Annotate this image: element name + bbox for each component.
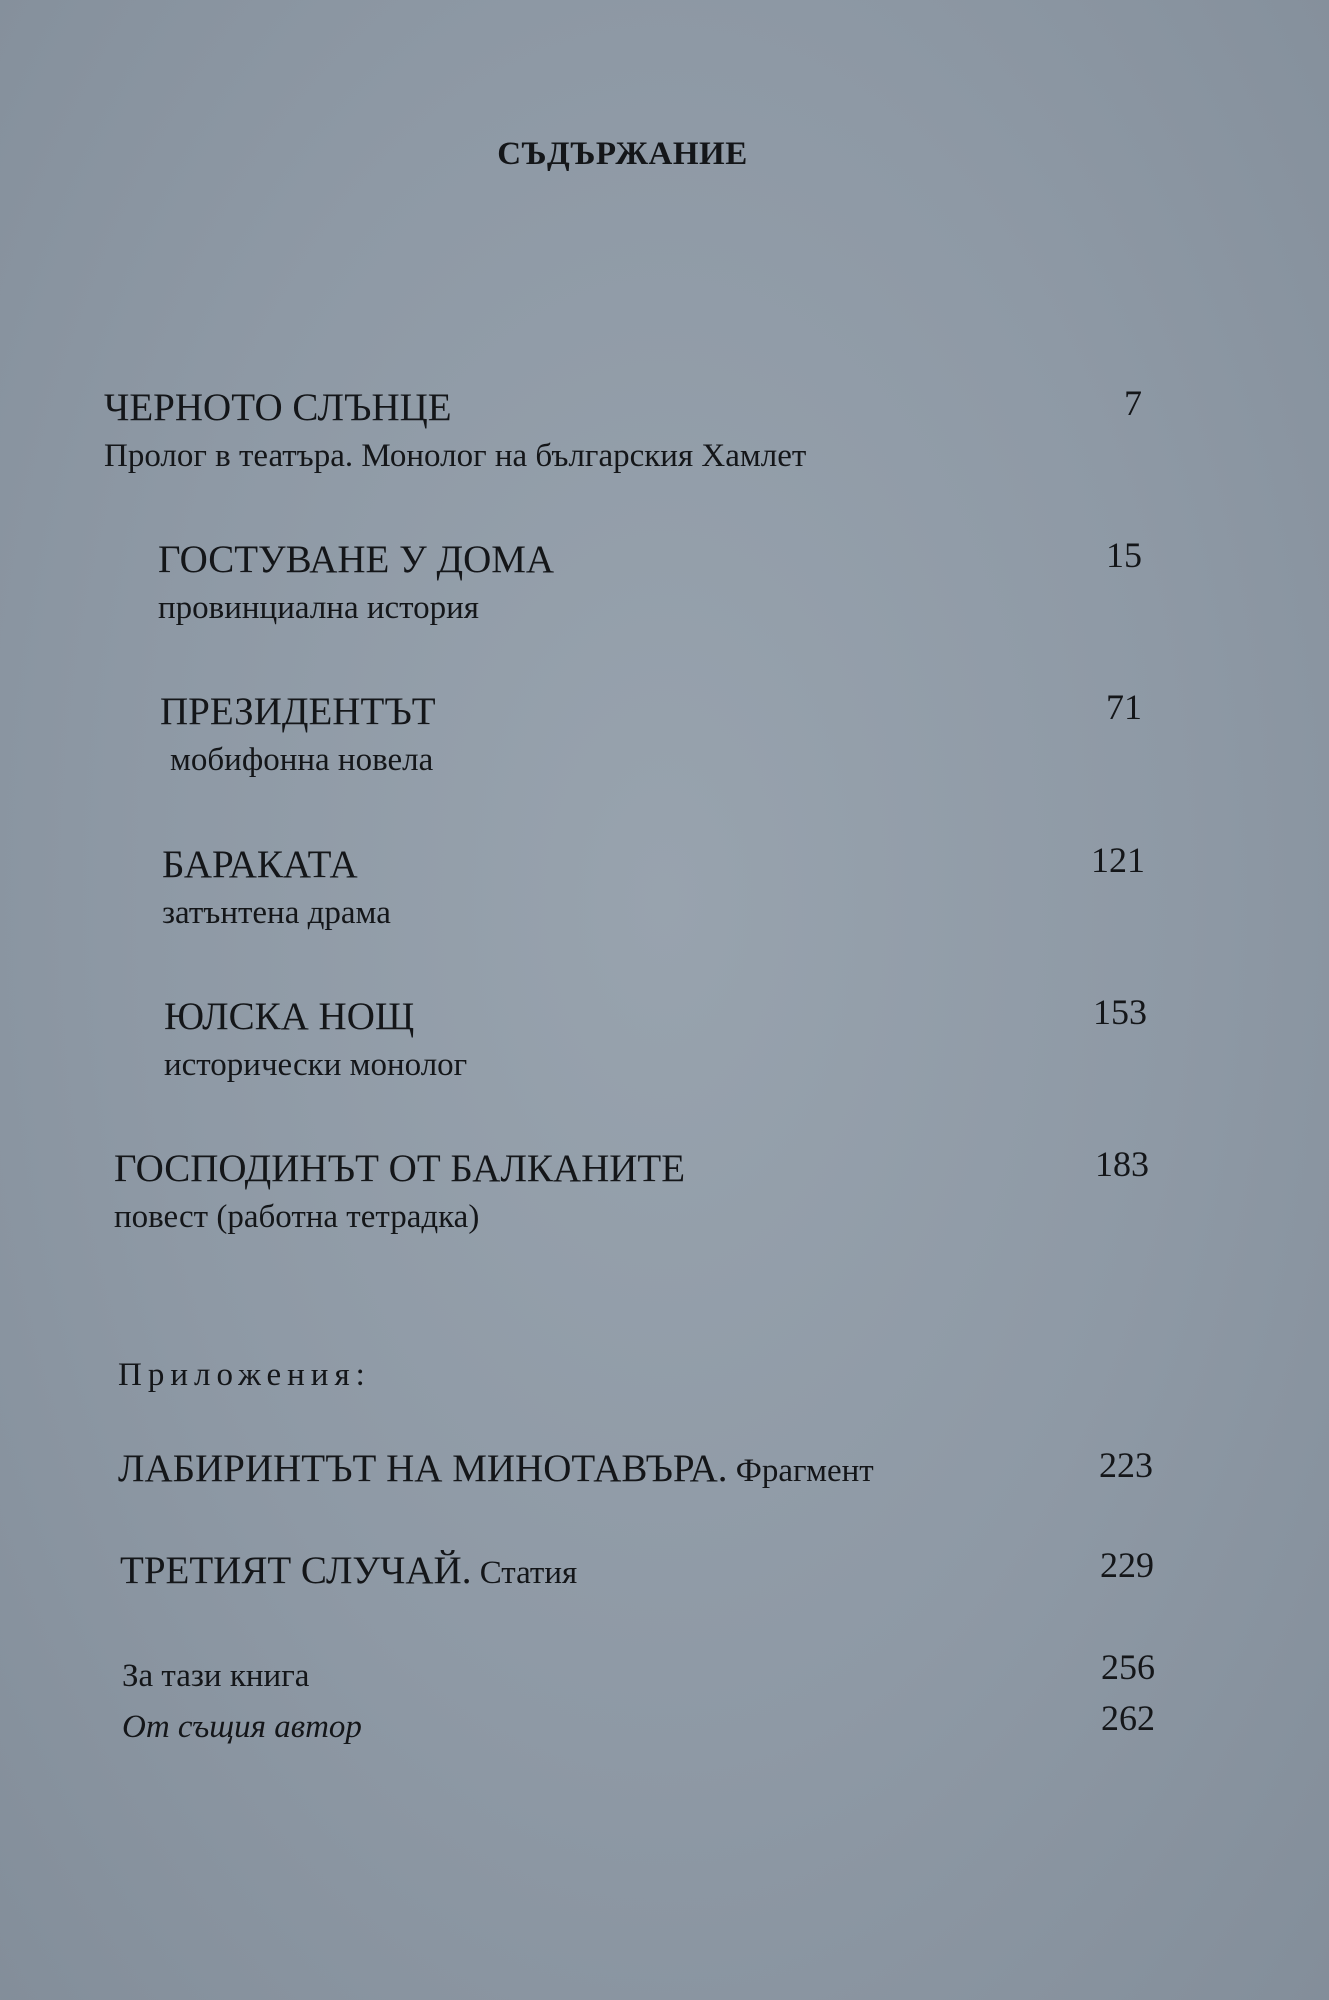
entry-page-number: 183 (1095, 1144, 1149, 1184)
entry-page-number: 15 (1106, 535, 1142, 575)
toc-entry (158, 538, 554, 630)
toc-entry (160, 690, 436, 782)
entry-title: ГОСПОДИНЪТ ОТ БАЛКАНИТЕ (114, 1147, 686, 1190)
entry-subtitle: затънтена драма (162, 894, 391, 931)
entry-title: БАРАКАТА (162, 843, 358, 886)
entry-page-number: 7 (1124, 383, 1142, 423)
entry-page-number: 223 (1099, 1445, 1153, 1485)
toc-entry (162, 843, 391, 935)
entry-page-number: 153 (1093, 992, 1147, 1032)
about-book-line: За тази книга (122, 1658, 310, 1694)
entry-page-number: 121 (1091, 840, 1145, 880)
entry-subtitle: исторически монолог (164, 1046, 468, 1083)
entry-subtitle: мобифонна новела (170, 741, 434, 778)
appendix-suffix: Фрагмент (735, 1453, 874, 1489)
entry-title: ЮЛСКА НОЩ (164, 995, 415, 1038)
appendix-entry (120, 1548, 577, 1593)
same-author-line: От същия автор (122, 1709, 362, 1745)
appendix-title: ТРЕТИЯТ СЛУЧАЙ. (120, 1549, 472, 1592)
toc-entry (114, 1147, 685, 1239)
appendix-title: ЛАБИРИНТЪТ НА МИНОТАВЪРА. (118, 1447, 728, 1490)
toc-entry (164, 995, 467, 1087)
entry-title: ГОСТУВАНЕ У ДОМА (158, 538, 555, 581)
entry-page-number: 229 (1100, 1545, 1154, 1585)
appendix-entry (118, 1446, 874, 1491)
entry-title: ПРЕЗИДЕНТЪТ (160, 690, 436, 733)
entry-title: ЧЕРНОТО СЛЪНЦЕ (104, 386, 452, 429)
appendix-label: Приложения: (118, 1357, 371, 1393)
entry-page-number: 256 (1101, 1647, 1155, 1687)
page-title: СЪДЪРЖАНИЕ (497, 136, 748, 172)
entry-subtitle: повест (работна тетрадка) (114, 1198, 480, 1235)
entry-page-number: 262 (1101, 1698, 1155, 1738)
appendix-suffix: Статия (479, 1555, 578, 1591)
entry-subtitle: Пролог в театъра. Монолог на българския Хамлет (104, 437, 807, 474)
toc-entry (104, 386, 806, 478)
entry-subtitle: провинциална история (158, 589, 479, 626)
entry-page-number: 71 (1106, 687, 1142, 727)
